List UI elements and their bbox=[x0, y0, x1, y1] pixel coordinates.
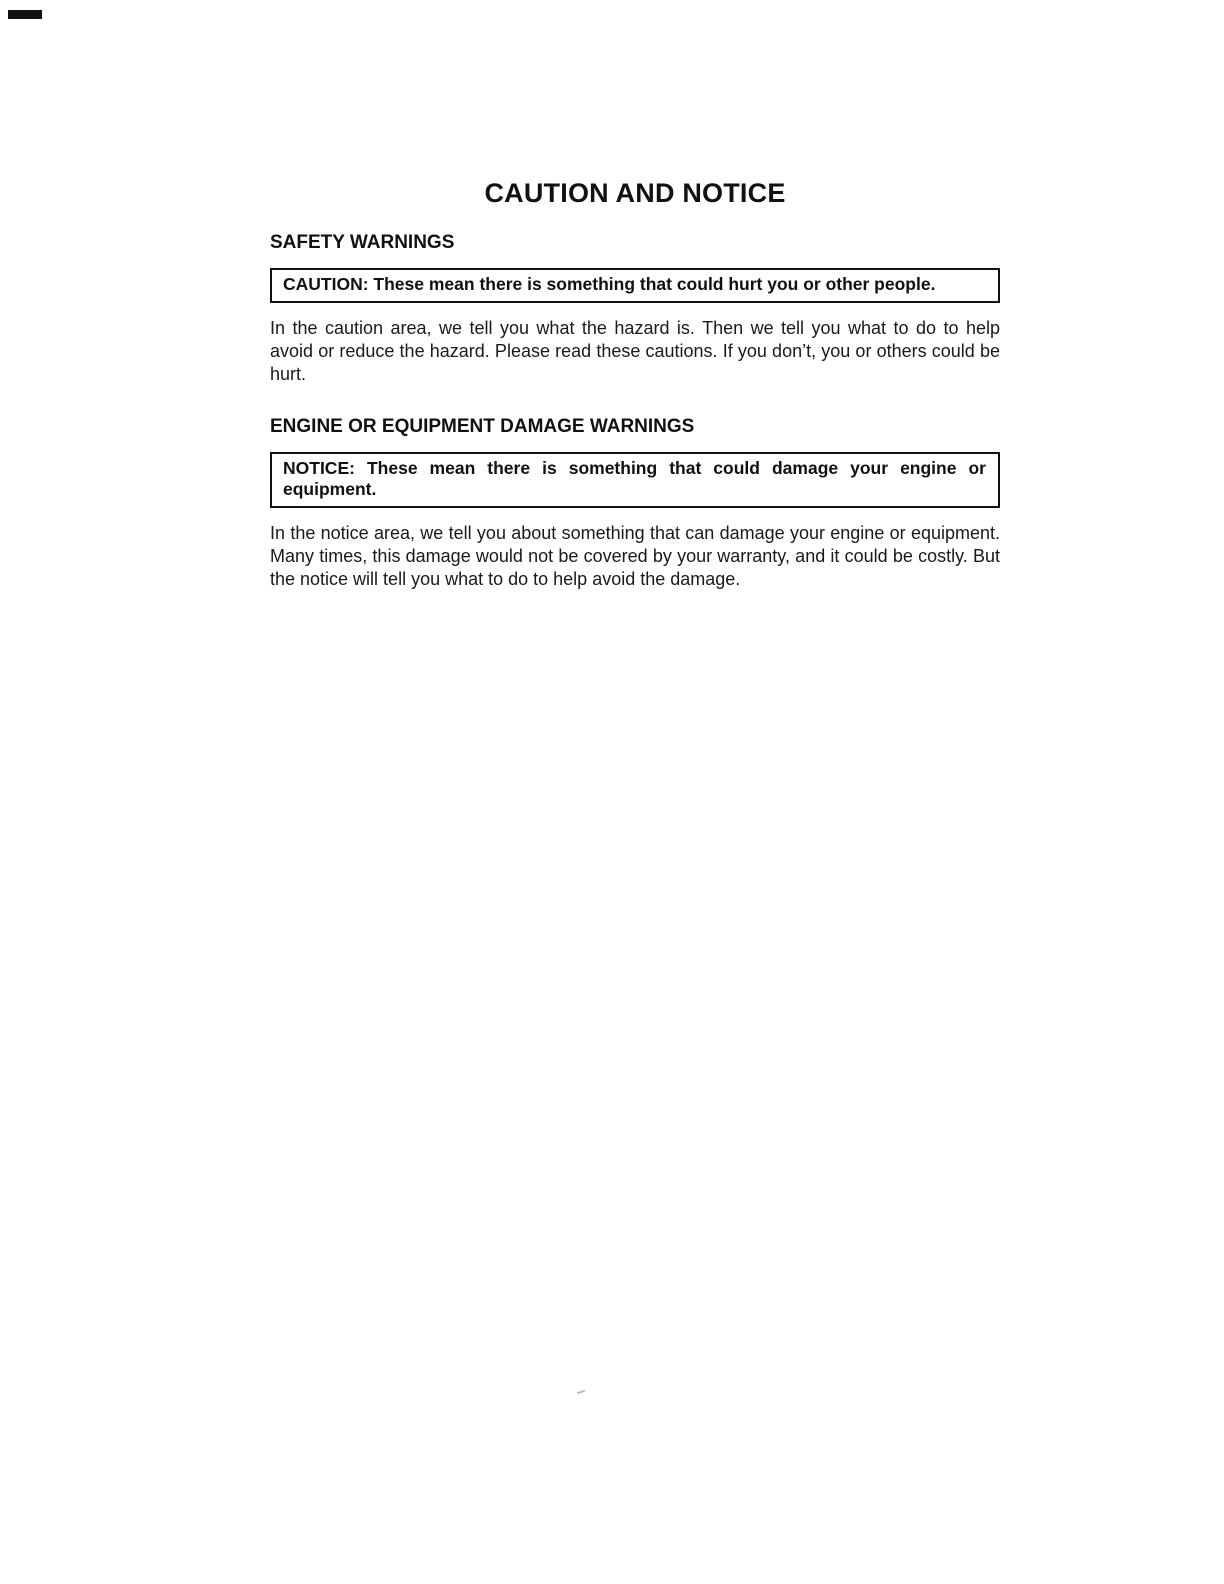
document-body bbox=[270, 178, 1000, 621]
scan-speck bbox=[577, 1390, 585, 1395]
notice-label: NOTICE: bbox=[283, 458, 355, 478]
scan-edge-mark bbox=[8, 10, 42, 19]
notice-box bbox=[270, 452, 1000, 508]
engine-damage-heading: ENGINE OR EQUIPMENT DAMAGE WARNINGS bbox=[270, 416, 695, 437]
page-title: CAUTION AND NOTICE bbox=[484, 178, 786, 208]
notice-text: These mean there is something that could damage your engine or equipment. bbox=[283, 458, 986, 499]
caution-explanation: In the caution area, we tell you what the hazard is. Then we tell you what to do to help avoid or reduce the hazard. Please read these cautions. If you don’t, you or others could be hurt. bbox=[270, 318, 1000, 384]
safety-warnings-section bbox=[270, 232, 1000, 386]
caution-label: CAUTION: bbox=[283, 274, 369, 294]
notice-explanation: In the notice area, we tell you about something that can damage your engine or equipment. Many times, this damage would not be covered by your warranty, and it could be costly. But the notice will tell you what to do to help avoid the damage. bbox=[270, 523, 1000, 589]
caution-text: These mean there is something that could hurt you or other people. bbox=[373, 274, 936, 294]
caution-box bbox=[270, 268, 1000, 303]
safety-warnings-heading: SAFETY WARNINGS bbox=[270, 232, 455, 253]
engine-damage-section bbox=[270, 416, 1000, 591]
